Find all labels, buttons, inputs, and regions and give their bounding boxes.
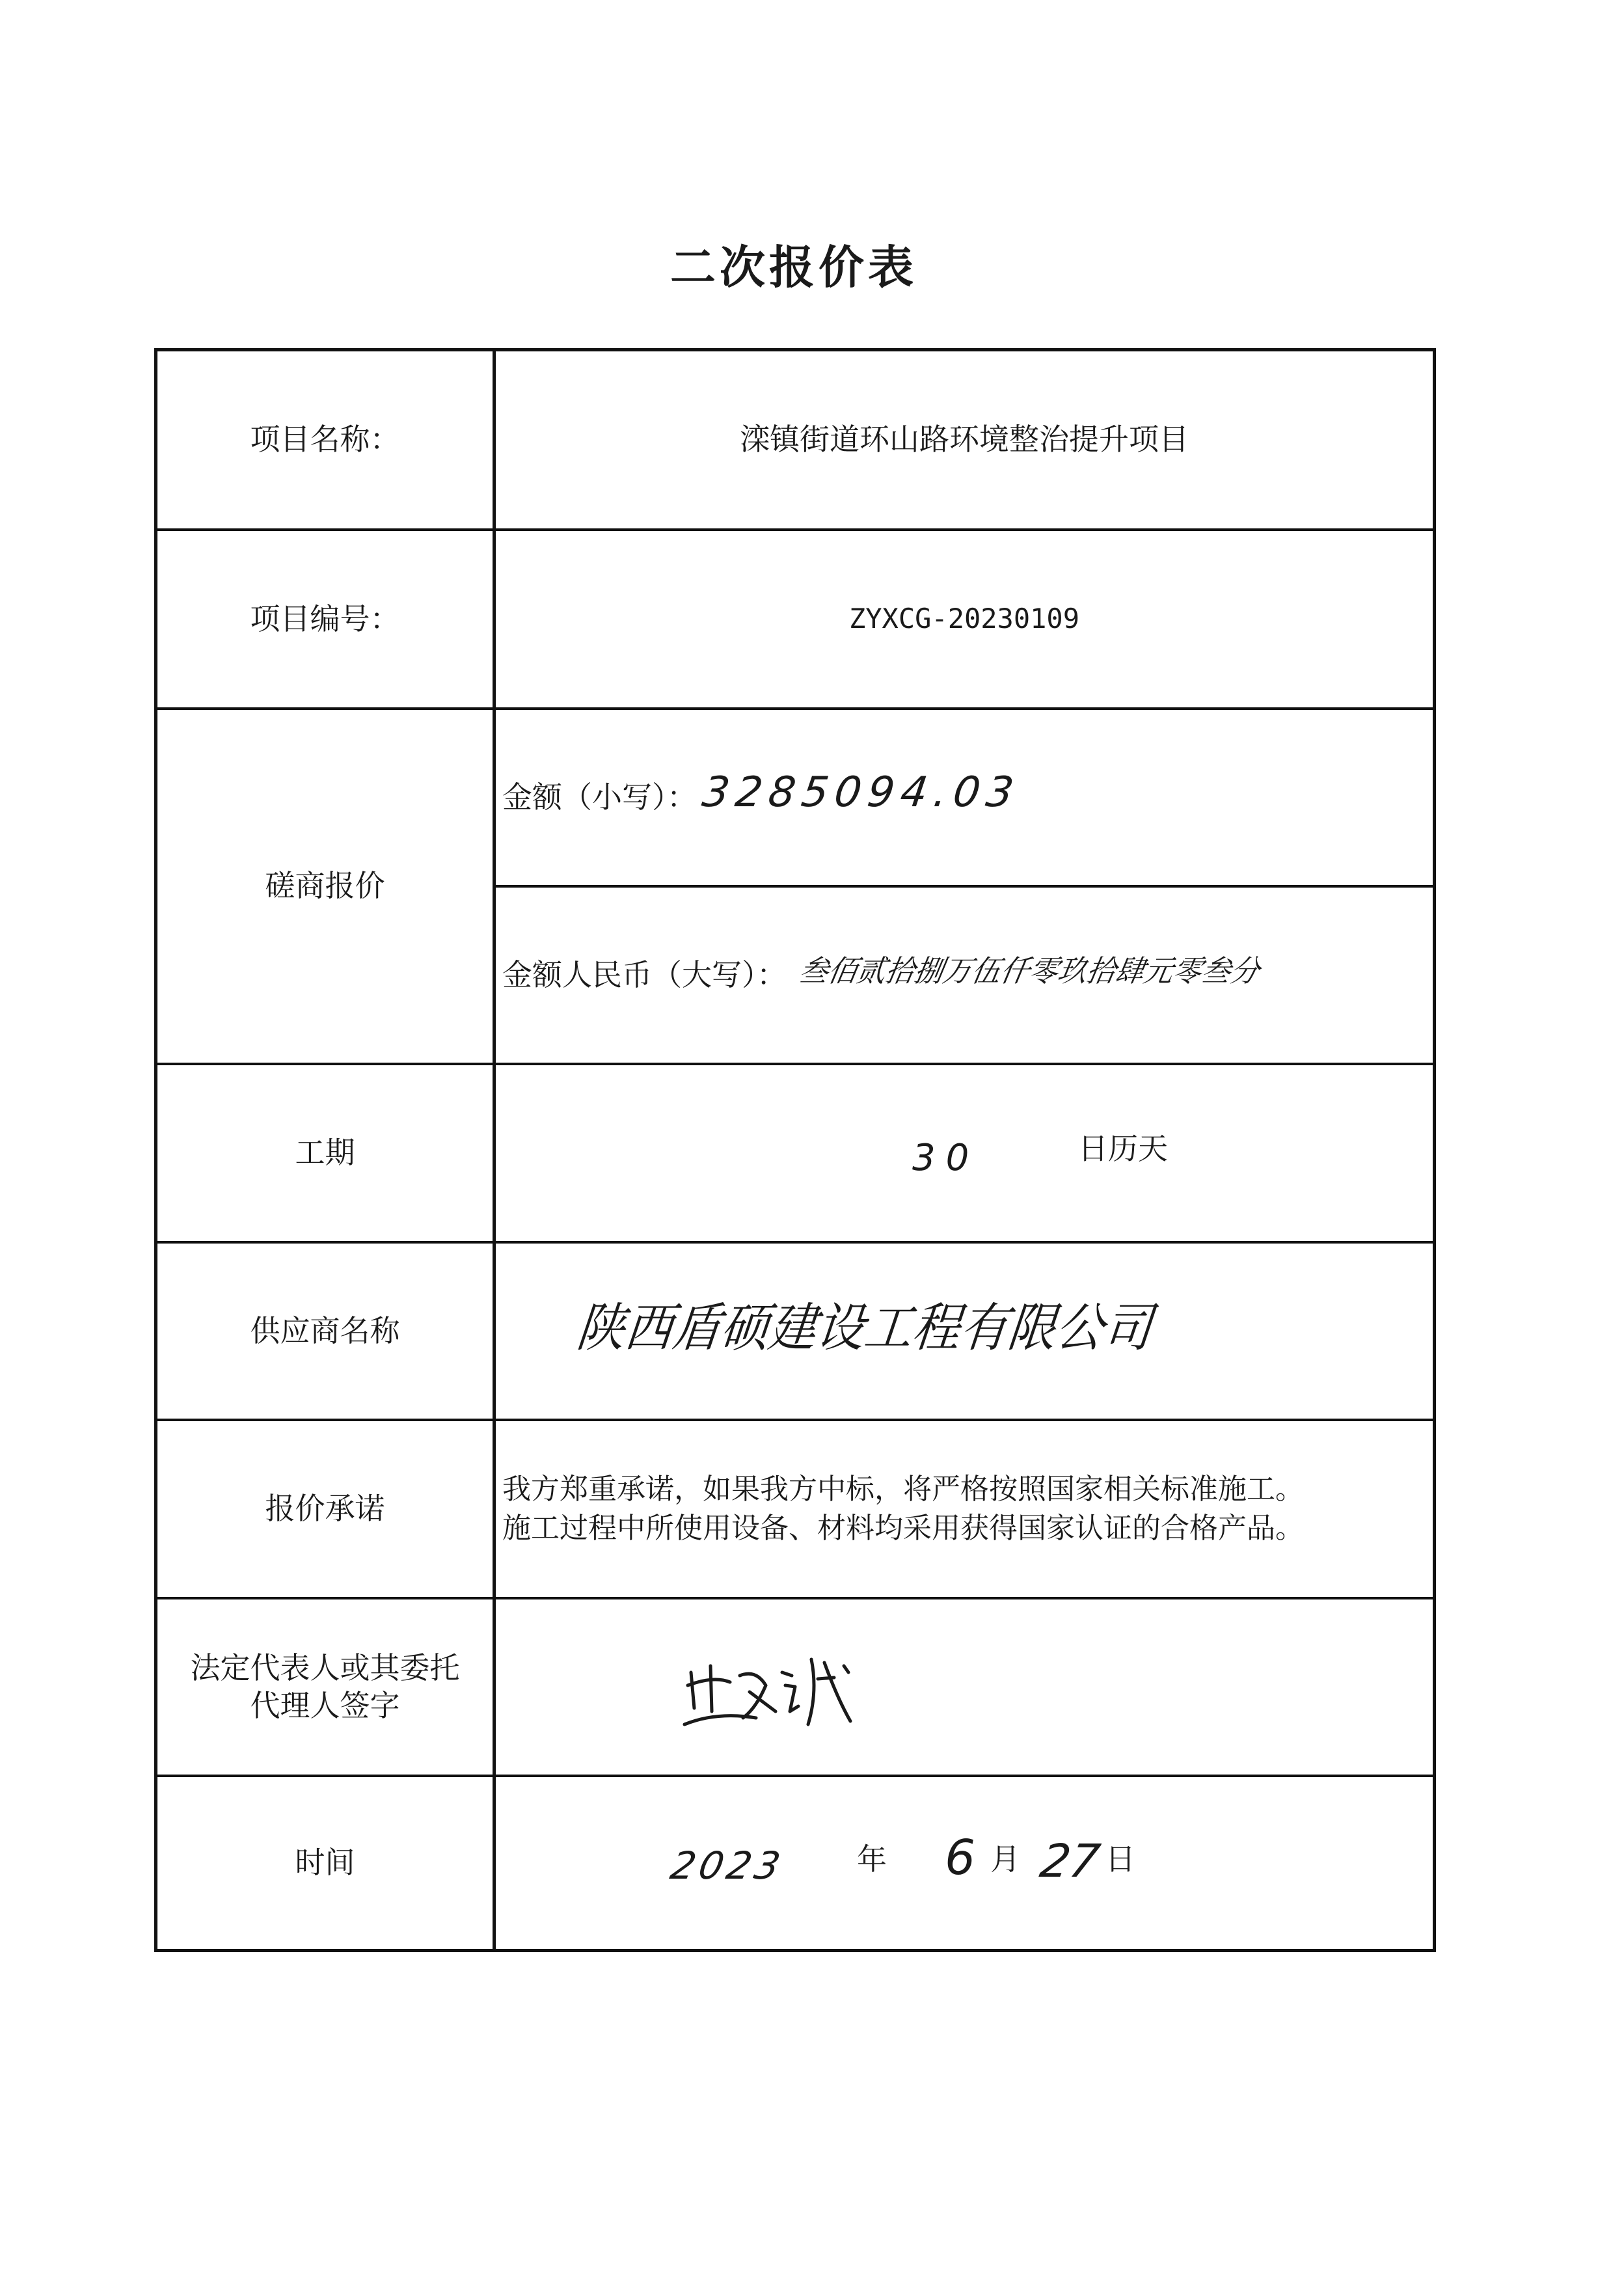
representative-label-line-1: 法定代表人或其委托	[190, 1650, 460, 1685]
duration-unit: 日历天	[1078, 1131, 1168, 1166]
quotation-form	[154, 348, 1436, 1952]
project-name-value: 滦镇街道环山路环境整治提升项目	[740, 422, 1189, 457]
promise-line-2: 施工过程中所使用设备、材料均采用获得国家认证的合格产品。	[502, 1512, 1304, 1545]
project-number-label: 项目编号：	[250, 601, 400, 636]
date-day-handwritten: 27	[1036, 1834, 1104, 1888]
supplier-label: 供应商名称	[250, 1313, 400, 1348]
promise-label: 报价承诺	[265, 1491, 385, 1527]
amount-small-row	[502, 710, 1426, 885]
amount-big-handwritten: 叁佰贰拾捌万伍仟零玖拾肆元零叁分	[796, 953, 1263, 988]
promise-text	[502, 1421, 1426, 1597]
date-row	[496, 1777, 1433, 1949]
document-title: 二次报价表	[670, 241, 917, 294]
date-year-handwritten: 2023	[666, 1844, 788, 1888]
representative-signature	[678, 1646, 886, 1744]
date-label: 时间	[295, 1845, 355, 1881]
representative-label-line-2: 代理人签字	[250, 1687, 400, 1723]
duration-row	[496, 1065, 1433, 1241]
amount-big-row	[502, 888, 1426, 1063]
project-name-label: 项目名称：	[250, 422, 400, 457]
date-month-handwritten: 6	[945, 1830, 976, 1886]
promise-line-1: 我方郑重承诺，如果我方中标，将严格按照国家相关标准施工。	[502, 1473, 1304, 1506]
amount-small-label: 金额（小写）：	[502, 779, 697, 815]
duration-label: 工期	[295, 1135, 355, 1171]
duration-handwritten: 30	[912, 1137, 980, 1179]
date-month-unit: 月	[990, 1842, 1020, 1877]
date-day-unit: 日	[1105, 1842, 1135, 1877]
amount-small-handwritten: 3285094.03	[699, 768, 1023, 817]
supplier-row	[496, 1244, 1433, 1419]
representative-label	[157, 1599, 493, 1775]
project-number-value: ZYXCG-20230109	[848, 603, 1079, 635]
supplier-handwritten: 陕西盾硕建设工程有限公司	[574, 1298, 1156, 1358]
amount-big-label: 金额人民币（大写）：	[502, 957, 787, 992]
quote-label: 磋商报价	[265, 868, 385, 904]
date-year-unit: 年	[857, 1842, 887, 1877]
